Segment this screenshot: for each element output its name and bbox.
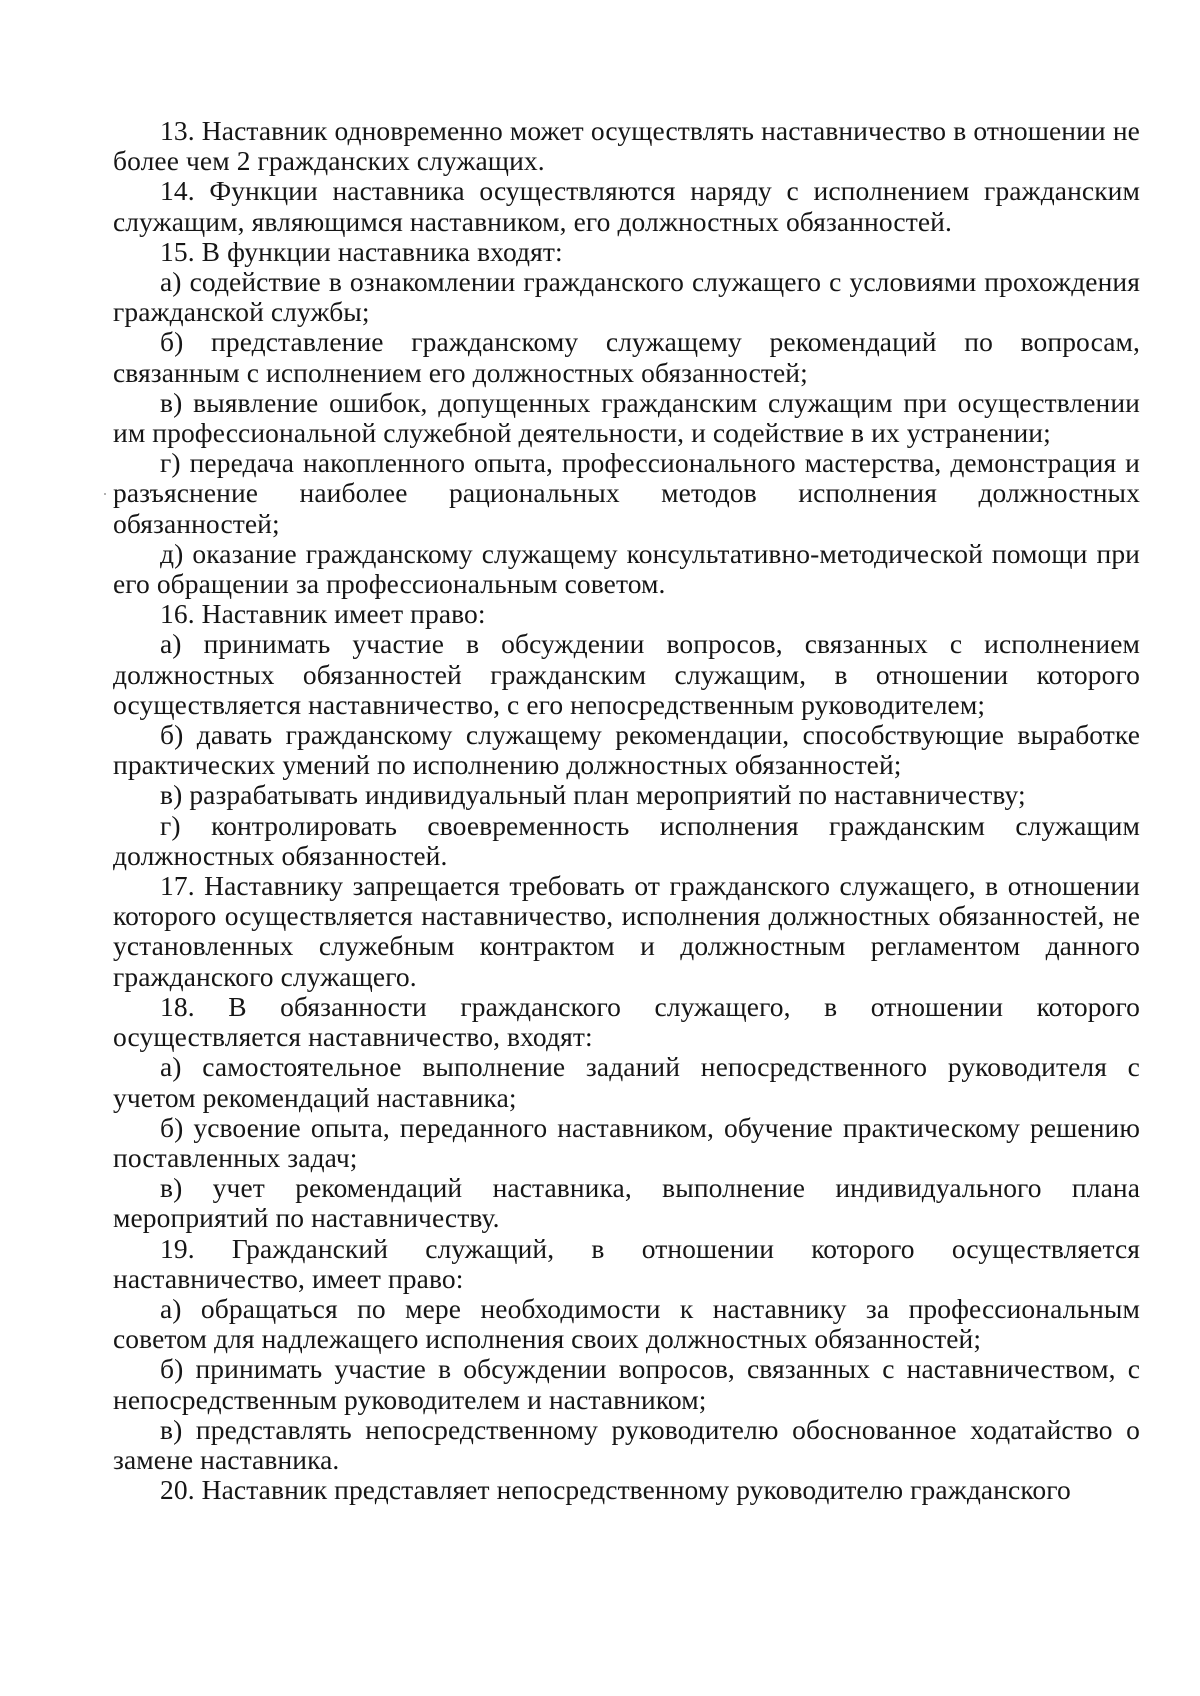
paragraph-13: 13. Наставник одновременно может осуществлять наставничество в отношении не более чем 2 гражданских служащих.: [113, 115, 1140, 177]
paragraph-19-v: в) представлять непосредственному руководителю обоснованное ходатайство о замене наставника.: [113, 1413, 1140, 1475]
paragraph-20: 20. Наставник представляет непосредственному руководителю гражданского: [160, 1474, 1071, 1506]
paragraph-15-a: а) содействие в ознакомлении гражданского служащего с условиями прохождения гражданской службы;: [113, 266, 1140, 328]
paragraph-19: 19. Гражданский служащий, в отношении которого осуществляется наставничество, имеет право:: [113, 1232, 1140, 1294]
paragraph-16-g: г) контролировать своевременность исполнения гражданским служащим должностных обязанностей.: [113, 809, 1140, 871]
scan-speck: [104, 493, 106, 495]
paragraph-18-v: в) учет рекомендаций наставника, выполнение индивидуального плана мероприятий по наставничеству.: [113, 1172, 1140, 1234]
paragraph-15-g: г) передача накопленного опыта, профессионального мастерства, демонстрация и разъяснение наиболее рациональных методов исполнения должностных обязанностей;: [113, 447, 1140, 539]
paragraph-17: 17. Наставнику запрещается требовать от гражданского служащего, в отношении которого осуществляется наставничество, исполнения должностных обязанностей, не установленных служебным контрактом и должностным регламентом данного гражданского служащего.: [113, 870, 1140, 992]
paragraph-15: 15. В функции наставника входят:: [160, 235, 563, 267]
paragraph-15-d: д) оказание гражданскому служащему консультативно-методической помощи при его обращении за профессиональным советом.: [113, 537, 1140, 600]
paragraph-18: 18. В обязанности гражданского служащего, в отношении которого осуществляется наставничество, входят:: [113, 990, 1140, 1053]
paragraph-18-b: б) усвоение опыта, переданного наставником, обучение практическому решению поставленных задач;: [113, 1111, 1140, 1173]
paragraph-16-v: в) разрабатывать индивидуальный план мероприятий по наставничеству;: [160, 779, 1026, 811]
paragraph-19-a: а) обращаться по мере необходимости к наставнику за профессиональным советом для надлежащего исполнения своих должностных обязанностей;: [113, 1292, 1140, 1355]
paragraph-16-a: а) принимать участие в обсуждении вопросов, связанных с исполнением должностных обязанностей гражданским служащим, в отношении которого осуществляется наставничество, с его непосредственным руководителем;: [113, 628, 1140, 720]
paragraph-15-v: в) выявление ошибок, допущенных гражданским служащим при осуществлении им профессиональной служебной деятельности, и содействие в их устранении;: [113, 386, 1140, 449]
paragraph-19-b: б) принимать участие в обсуждении вопросов, связанных с наставничеством, с непосредственным руководителем и наставником;: [113, 1353, 1140, 1415]
paragraph-14: 14. Функции наставника осуществляются наряду с исполнением гражданским служащим, являющимся наставником, его должностных обязанностей.: [113, 175, 1140, 237]
paragraph-16-b: б) давать гражданскому служащему рекомендации, способствующие выработке практических умений по исполнению должностных обязанностей;: [113, 719, 1140, 781]
paragraph-16: 16. Наставник имеет право:: [160, 598, 486, 630]
paragraph-18-a: а) самостоятельное выполнение заданий непосредственного руководителя с учетом рекомендаций наставника;: [113, 1051, 1140, 1113]
document-body: [113, 116, 1140, 1505]
paragraph-15-b: б) представление гражданскому служащему рекомендаций по вопросам, связанным с исполнением его должностных обязанностей;: [113, 326, 1140, 388]
